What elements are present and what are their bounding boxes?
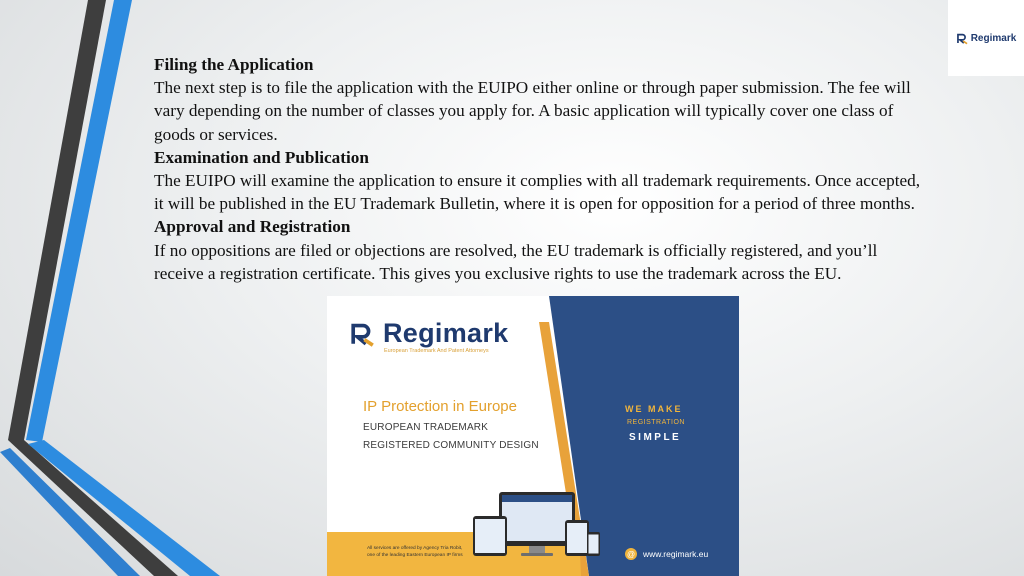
- section-text-line: vary depending on the number of classes you apply for. A basic application will typically cover one class of: [154, 101, 894, 121]
- banner-heading: IP Protection in Europe: [363, 398, 517, 415]
- regimark-logo-icon: [956, 32, 969, 45]
- banner-simple: SIMPLE: [629, 432, 682, 443]
- banner-we-make: WE MAKE: [625, 404, 683, 414]
- corner-logo-text: Regimark: [970, 32, 1017, 44]
- section-heading-filing: Filing the Application: [154, 55, 314, 74]
- banner-line-design: REGISTERED COMMUNITY DESIGN: [363, 440, 539, 451]
- regimark-banner: [327, 296, 739, 576]
- banner-disclaimer: [367, 546, 507, 559]
- section-heading-approval: Approval and Registration: [154, 217, 351, 237]
- section-heading-examination: Examination and Publication: [154, 147, 369, 167]
- banner-logo: [349, 318, 508, 349]
- slide-content: [154, 53, 1014, 285]
- regimark-logo-icon: [349, 320, 377, 348]
- section-text-line: The next step is to file the application with the EUIPO either online or through paper submission. The fee will: [154, 78, 911, 98]
- banner-website: [625, 548, 708, 560]
- banner-registration: REGISTRATION: [627, 419, 685, 426]
- section-text-line: goods or services.: [154, 124, 278, 144]
- disclaimer-line: All services are offered by Agency Tria Robit,: [367, 546, 463, 551]
- section-text-line: receive a registration certificate. This gives you exclusive rights to use the trademark across the EU.: [154, 263, 842, 283]
- section-text-line: it will be published in the EU Trademark Bulletin, where it is open for opposition for a period of three months.: [154, 194, 915, 214]
- section-text-line: The EUIPO will examine the application to ensure it complies with all trademark requirements. Once accepted,: [154, 171, 921, 191]
- banner-website-url: www.regimark.eu: [643, 549, 709, 559]
- banner-tagline: European Trademark And Patent Attorneys: [384, 348, 489, 354]
- disclaimer-line: one of the leading Eastern European IP firms: [367, 552, 463, 558]
- at-icon: @: [626, 549, 636, 559]
- section-text-line: If no oppositions are filed or objections are resolved, the EU trademark is officially registered, and you’ll: [154, 240, 878, 260]
- banner-line-trademark: EUROPEAN TRADEMARK: [363, 422, 489, 433]
- banner-brand: Regimark: [383, 318, 509, 348]
